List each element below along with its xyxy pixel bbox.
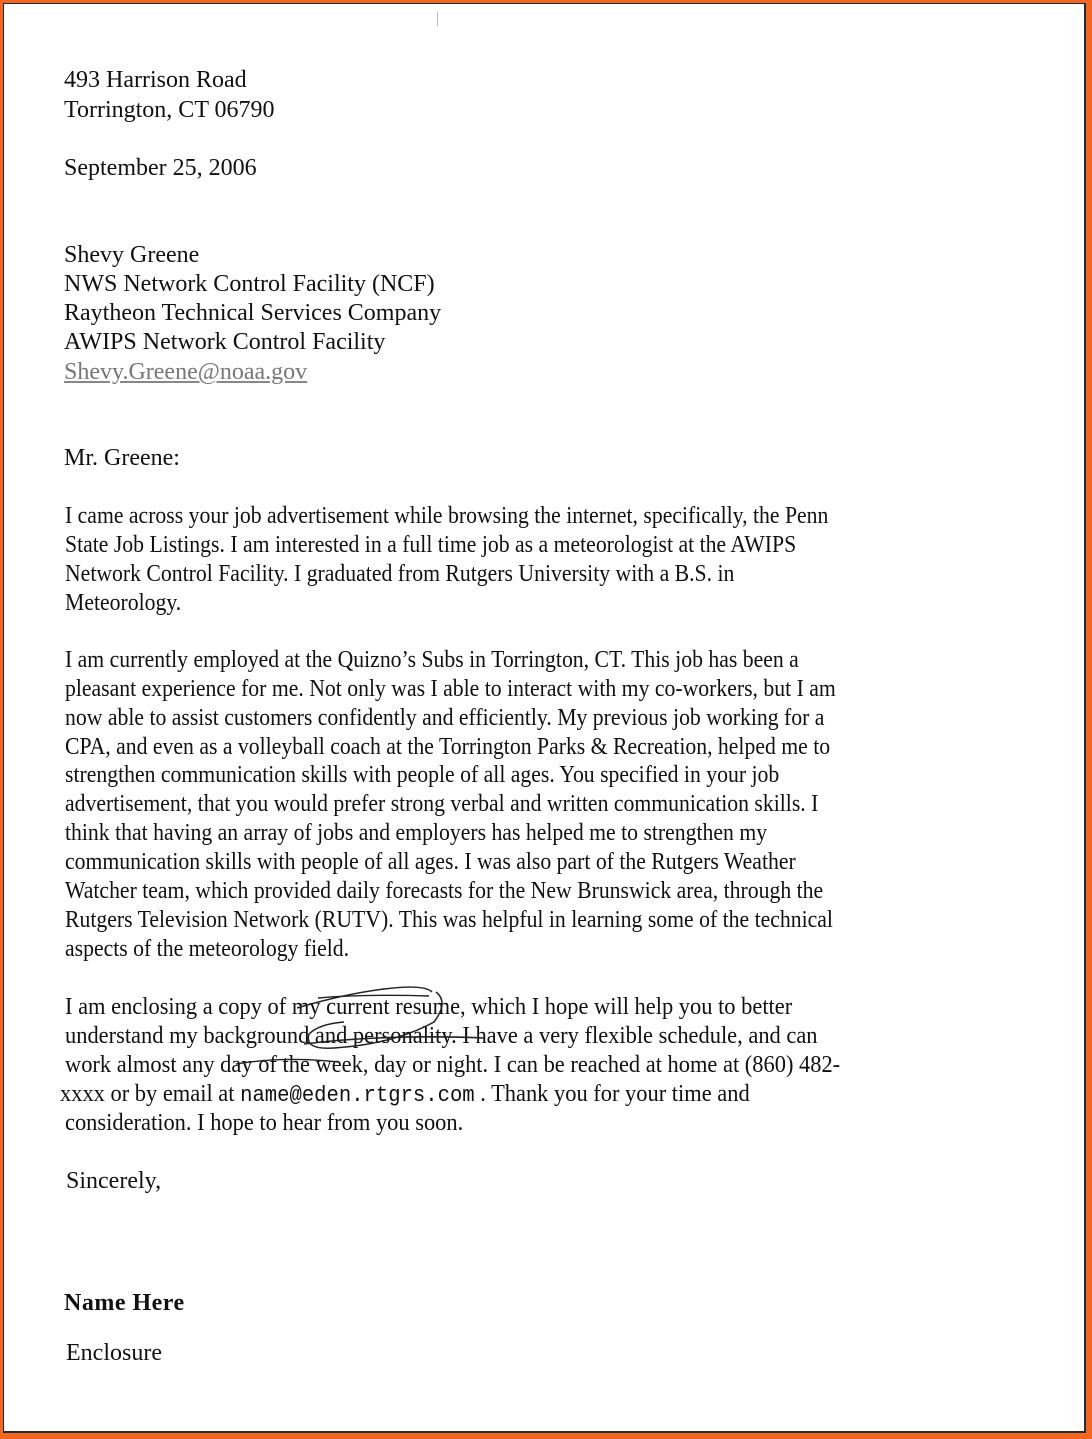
paragraph-line-with-email (60, 1080, 750, 1110)
paragraph-line: consideration. I hope to hear from you soon. (65, 1110, 464, 1136)
paragraph-line: xxxx or by email at (60, 1081, 241, 1107)
paragraph-line: communication skills with people of all ages. I was also part of the Rutgers Weather (65, 849, 796, 875)
recipient-email-link[interactable]: Shevy.Greene@noaa.gov (64, 359, 308, 385)
paragraph-line: advertisement, that you would prefer strong verbal and written communication skills. I (65, 791, 819, 817)
enclosure-note: Enclosure (66, 1340, 162, 1366)
sender-address-line-1: 493 Harrison Road (64, 67, 247, 93)
recipient-org-line-2: Raytheon Technical Services Company (64, 300, 442, 326)
paragraph-line: think that having an array of jobs and employers has helped me to strengthen my (65, 820, 768, 846)
paragraph-line: work almost any day of the week, day or night. I can be reached at home at (860) 482- (65, 1052, 841, 1078)
paragraph-line: CPA, and even as a volleyball coach at the Torrington Parks & Recreation, helped me to (65, 734, 831, 760)
salutation: Mr. Greene: (64, 445, 180, 471)
scan-mark (437, 12, 438, 26)
applicant-email: name@eden.rtgrs.com (240, 1083, 475, 1108)
paragraph-line: Meteorology. (65, 590, 182, 616)
recipient-org-line-3: AWIPS Network Control Facility (64, 329, 386, 355)
paragraph-line: Network Control Facility. I graduated from Rutgers University with a B.S. in (65, 561, 735, 587)
paragraph-line: strengthen communication skills with people of all ages. You specified in your job (65, 762, 780, 788)
signature-name: Name Here (64, 1290, 185, 1316)
closing: Sincerely, (66, 1168, 162, 1194)
letter-date: September 25, 2006 (64, 155, 257, 181)
recipient-org-line-1: NWS Network Control Facility (NCF) (64, 271, 435, 297)
paragraph-line: I am currently employed at the Quizno’s Subs in Torrington, CT. This job has been a (65, 647, 799, 673)
recipient-name: Shevy Greene (64, 242, 200, 268)
paragraph-line: pleasant experience for me. Not only was I able to interact with my co-workers, but I am (65, 676, 836, 702)
paragraph-line: Watcher team, which provided daily forecasts for the New Brunswick area, through the (65, 878, 824, 904)
paragraph-line: Rutgers Television Network (RUTV). This was helpful in learning some of the technical (65, 907, 833, 933)
paragraph-line: I am enclosing a copy of my current resume, which I hope will help you to better (65, 994, 793, 1020)
paragraph-line-tail: . Thank you for your time and (474, 1081, 750, 1107)
paragraph-line: aspects of the meteorology field. (65, 936, 350, 962)
paragraph-line: State Job Listings. I am interested in a full time job as a meteorologist at the AWIPS (65, 532, 797, 558)
letter-page (3, 3, 1086, 1433)
paragraph-line: now able to assist customers confidently and efficiently. My previous job working for a (65, 705, 825, 731)
paragraph-line: I came across your job advertisement while browsing the internet, specifically, the Penn (65, 503, 829, 529)
sender-address-line-2: Torrington, CT 06790 (64, 97, 275, 123)
paragraph-line: understand my background and personality. I have a very flexible schedule, and can (65, 1023, 818, 1049)
